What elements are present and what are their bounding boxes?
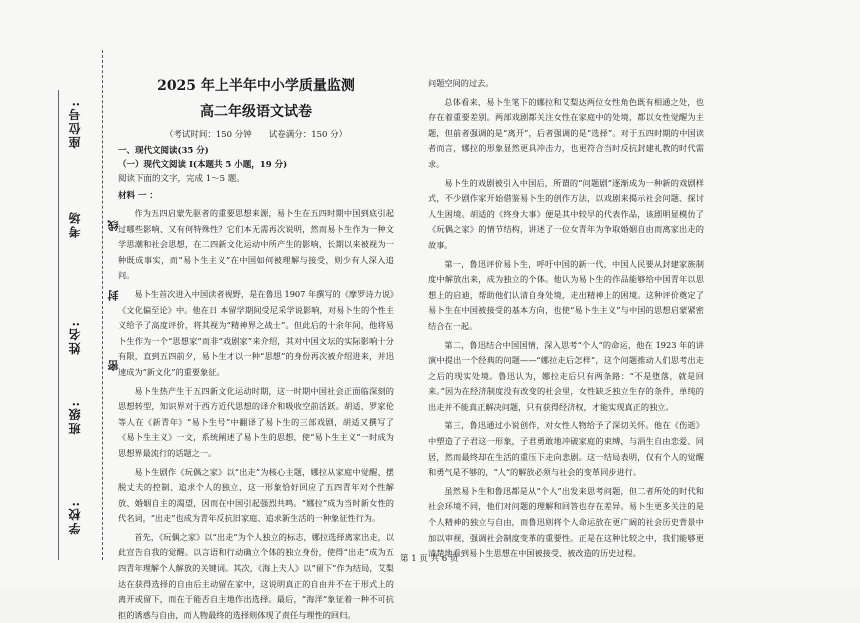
- binding-margin: [40, 40, 130, 560]
- name-label: 姓名:: [68, 320, 82, 355]
- binding-line-solid: [58, 90, 59, 560]
- room-label: 考场: [68, 210, 82, 238]
- seal-mark-mi: 密: [107, 360, 120, 371]
- exam-info: （考试时间：150 分钟 试卷满分：150 分）: [164, 130, 348, 140]
- section-heading: 一、现代文阅读(35 分): [118, 146, 209, 156]
- paragraph: 易卜生剧作《玩偶之家》以“出走”为核心主题，娜拉从家庭中觉醒、摆脱丈夫的控制、追求个人的独立，这一形象恰好回应了五四青年对个性解放、婚姻自主的渴望，因而在中国引起强烈共鸣。“娜拉”成为当时新女性的代名词，“出走”也成为青年反抗旧家庭、追求新生活的一种象征性行为。: [118, 466, 394, 524]
- paragraph: 虽然易卜生和鲁迅都是从“个人”出发来思考问题，但二者所处的时代和社会环境不同，他们对问题的理解和回答也存在差异。易卜生更多关注的是个人精神的独立与自由，而鲁迅则将个人命运放在更广阔的社会历史背景中加以审视，强调社会制度变革的重要性。正是在这种比较之中，我们能够更清楚地看到易卜生思想在中国被接受、被改造的历史过程。: [428, 485, 704, 559]
- paragraph: 第二，鲁迅结合中国国情，深入思考“个人”的命运，他在 1923 年的讲演中提出一个经典的问题——“娜拉走后怎样”，这个问题推动人们思考出走之后的现实处境。鲁迅认为，娜拉走后只有两条路：“不是堕落，就是回来。”因为在经济制度没有改变的社会里，女性缺乏独立生存的条件，单纯的出走并不能真正解决问题，只有获得经济权，才能实现真正的独立。: [428, 339, 704, 412]
- seat-label: 座位号:: [68, 100, 82, 149]
- page-number: 第 1 页 共 6 页: [400, 554, 459, 564]
- paragraph: 首先，《玩偶之家》以“出走”为个人独立的标志，娜拉选择离家出走，以此宣告自我的觉醒。以言语和行动确立个体的独立身份，使得“出走”成为五四青年理解个人解放的关键词。其次，《海上夫人》以“留下”作为结局，艾梨达在获得选择的自由后主动留在家中，这说明真正的自由并不在于形式上的离开或留下，而在于能否自主地作出选择。最后，“海洋”象征着一种不可抗拒的诱惑与自由，而人物最终的选择则体现了责任与理性的回归。: [118, 531, 394, 620]
- paragraph: 作为五四启蒙先驱者的重要思想来源，易卜生在五四时期中国到底引起过哪些影响、又有何特殊性？它们本无需再次说明，然而易卜生作为一种文学思潮和社会思想，在二四新文化运动中所产生的影响，长期以来被视为一种既成事实，而“易卜生主义”在中国如何被理解与接受，则少有人深入追问。: [118, 208, 394, 281]
- left-column: [118, 70, 394, 620]
- subsection-heading: （一）现代文阅读 I(本题共 5 小题，19 分): [118, 160, 288, 170]
- exam-subtitle: 高二年级语文试卷: [200, 104, 312, 120]
- class-label: 班级:: [68, 400, 82, 435]
- binding-line-dashed: [102, 50, 103, 560]
- seal-mark-feng: 封: [107, 290, 120, 301]
- paragraph: 易卜生首次进入中国读者视野，是在鲁迅 1907 年撰写的《摩罗诗力说》《文化偏至论》中。他在日 本留学期间受尼采学说影响，对易卜生的个性主义给予了高度评价，将其视为“精神界之战士”。但此后的十余年间，他将易卜生作为一个“思想家”而非“戏剧家”来介绍，其对中国文坛的实际影响十分有限，直到五四前夕，易卜生才以一种“思想”的身份再次被介绍进来，并迅速成为“新文化”的重要象征。: [118, 288, 394, 377]
- paragraph: 总体看来，易卜生笔下的娜拉和艾梨达两位女性角色既有相通之处，也存在着重要差别。两部戏剧都关注女性在家庭中的处境，都以女性觉醒为主题，但前者强调的是“离开”，后者强调的是“选择”。对于五四时期的中国读者而言，娜拉的形象显然更具冲击力，也更符合当时反抗封建礼教的时代需求。: [428, 96, 704, 169]
- paragraph: 第三，鲁迅通过小说创作，对女性人物给予了深切关怀。他在《伤逝》中塑造了子君这一形象，子君勇敢地冲破家庭的束缚，与涓生自由恋爱、同居，然而最终却在生活的重压下走向悲剧。这一结局表明，仅有个人的觉醒和勇气是不够的，“人”的解放必须与社会的变革同步进行。: [428, 420, 704, 478]
- paragraph: 易卜生的戏剧被引入中国后，所谓的“问题剧”逐渐成为一种新的戏剧样式，不少剧作家开始借鉴易卜生的创作方法，以戏剧来揭示社会问题、探讨人生困境。胡适的《终身大事》便是其中较早的代表作品，该剧明显模仿了《玩偶之家》的情节结构，讲述了一位女青年为争取婚姻自由而离家出走的故事。: [428, 177, 704, 250]
- material-label: 材料 一 ：: [118, 191, 158, 201]
- paragraph: 易卜生热产生于五四新文化运动时期，这一时期中国社会正面临深刻的思想转型，知识界对于西方近代思想的译介和吸收空前活跃。胡适、罗家伦等人在《新青年》“易卜生号”中翻译了易卜生的三部戏剧，胡适又撰写了《易卜生主义》一文，系统阐述了易卜生的思想，使“易卜生主义”一时成为思想界最流行的话题之一。: [118, 385, 394, 458]
- right-column: [428, 76, 704, 559]
- instruction-text: 阅读下面的文字，完成 1～5 题。: [118, 174, 245, 184]
- seal-mark-xian: 线: [107, 220, 120, 231]
- school-label: 学校:: [68, 500, 82, 535]
- paragraph-continuation: 问题空间的过去。: [428, 78, 494, 88]
- paragraph: 第一，鲁迅评价易卜生，呼吁中国的新一代，中国人民要从封建家族制度中解放出来，成为独立的个体。他认为易卜生的作品能够给中国青年以思想上的启迪，帮助他们认清自身处境，走出精神上的困境。这种评价奠定了易卜生在中国被接受的基本方向，也使“易卜生主义”与中国的思想启蒙紧密结合在一起。: [428, 258, 704, 331]
- exam-title: 2025 年上半年中小学质量监测: [157, 78, 355, 94]
